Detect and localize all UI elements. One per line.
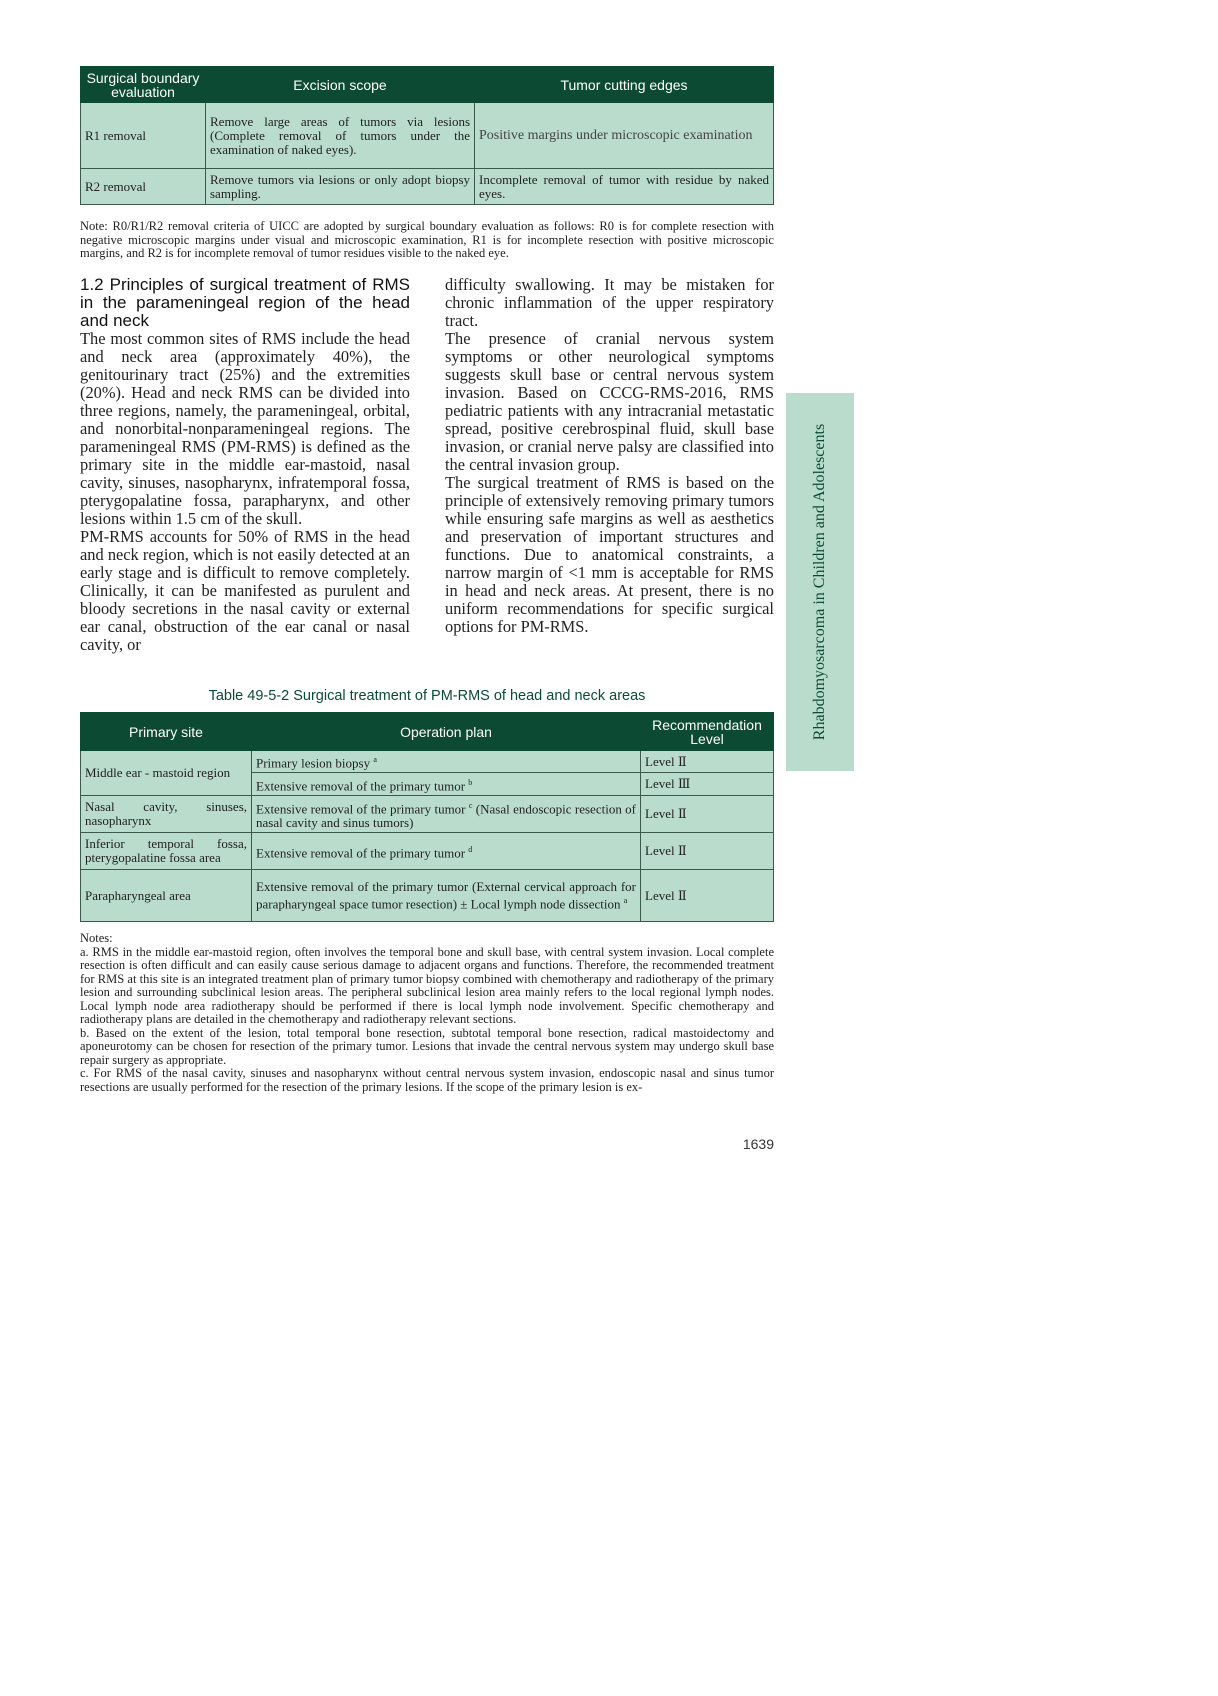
- table-cell: Remove tumors via lesions or only adopt biopsy sampling.: [206, 169, 475, 205]
- footnote-marker: c: [468, 800, 473, 810]
- left-column: [80, 276, 410, 654]
- table-cell: Level Ⅱ: [641, 751, 774, 773]
- table-row: [81, 796, 774, 833]
- table-cell: Remove large areas of tumors via lesions (Complete removal of tumors under the examination of naked eyes).: [206, 103, 475, 169]
- plan-text: Extensive removal of the primary tumor: [256, 777, 466, 793]
- plan-text: Extensive removal of the primary tumor: [256, 800, 466, 816]
- table-cell: Positive margins under microscopic examination: [475, 103, 774, 169]
- note-item: b. Based on the extent of the lesion, total temporal bone resection, subtotal temporal bone resection, radical mastoidectomy and aponeurotomy can be chosen for resection of the primary tumor. Lesions that invade the central nervous system may undergo skull base repair surgery as appropriate.: [80, 1025, 774, 1067]
- table-note: Note: R0/R1/R2 removal criteria of UICC are adopted by surgical boundary evaluation as follows: R0 is for complete resection with negative microscopic margins under visual and microscopic examination, R1 is for incomplete resection with positive microscopic margins, and R2 is for incomplete removal of tumor residues visible to the naked eye.: [80, 219, 774, 260]
- table-cell: [252, 870, 641, 922]
- plan-text: Extensive removal of the primary tumor (External cervical approach for parapharyngeal space tumor resection) ± Local lymph node dissection: [256, 879, 636, 912]
- chapter-title: Rhabdomyosarcoma in Children and Adolescents: [811, 423, 828, 741]
- table-cell: [252, 751, 641, 773]
- footnote-marker: a: [373, 755, 377, 764]
- table-cell: Level Ⅱ: [641, 796, 774, 833]
- table-row: [81, 169, 774, 205]
- paragraph: The surgical treatment of RMS is based on the principle of extensively removing primary tumors while ensuring safe margins as well as aesthetics and preservation of important structures and functions. Due to anatomical constraints, a narrow margin of <1 mm is acceptable for RMS in head and neck areas. At present, there is no uniform recommendations for specific surgical options for PM-RMS.: [445, 473, 774, 636]
- table-header-cell: Surgical boundary evaluation: [81, 67, 206, 103]
- table-cell: R2 removal: [81, 169, 206, 205]
- table-cell: Incomplete removal of tumor with residue by naked eyes.: [475, 169, 774, 205]
- table-cell: [252, 833, 641, 870]
- table-cell: Middle ear - mastoid region: [81, 751, 252, 796]
- footnote-marker: d: [468, 844, 473, 854]
- notes-block: [80, 932, 774, 1094]
- footnote-marker: b: [468, 777, 473, 787]
- paragraph: The presence of cranial nervous system symptoms or other neurological symptoms suggests skull base or central nervous system invasion. Based on CCCG-RMS-2016, RMS pediatric patients with any intracranial metastatic spread, positive cerebrospinal fluid, skull base invasion, or cranial nerve palsy are classified into the central invasion group.: [445, 329, 774, 474]
- table-header-row: [81, 713, 774, 751]
- table-cell: [252, 796, 641, 833]
- chapter-side-tab: [786, 393, 854, 771]
- table-header-cell: Excision scope: [206, 67, 475, 103]
- table-cell: Parapharyngeal area: [81, 870, 252, 922]
- table-header-cell: Operation plan: [252, 713, 641, 751]
- section-heading: 1.2 Principles of surgical treatment of RMS in the parameningeal region of the head and neck: [80, 275, 410, 330]
- table-cell: Level Ⅲ: [641, 773, 774, 796]
- note-item: a. RMS in the middle ear-mastoid region, often involves the temporal bone and skull base, with central system invasion. Local complete resection is often difficult and can easily cause serious damage to adjacent organs and functions. Therefore, the recommended treatment for RMS at this site is an integrated treatment plan of primary tumor biopsy combined with chemotherapy and radiotherapy of the primary lesion and surrounding subclinical lesion areas. The peripheral subclinical lesion area mainly refers to the local regional lymph nodes. Local lymph node area radiotherapy should be performed if there is local lymph node involvement. Specific chemotherapy and radiotherapy plans are detailed in the chemotherapy and radiotherapy relevant sections.: [80, 944, 774, 1026]
- table-header-cell: Tumor cutting edges: [475, 67, 774, 103]
- surgical-boundary-table: [80, 66, 774, 205]
- page-number: 1639: [742, 1136, 774, 1152]
- table-cell: [252, 773, 641, 796]
- left-body: [80, 330, 410, 654]
- plan-text-continued: (Nasal endoscopic resection of nasal cavity and sinus tumors): [256, 800, 636, 830]
- paragraph: difficulty swallowing. It may be mistaken for chronic inflammation of the upper respiratory tract.: [445, 275, 774, 330]
- table-caption: Table 49-5-2 Surgical treatment of PM-RMS of head and neck areas: [208, 688, 646, 704]
- paragraph: The most common sites of RMS include the head and neck area (approximately 40%), the genitourinary tract (25%) and the extremities (20%). Head and neck RMS can be divided into three regions, namely, the parameningeal, orbital, and nonorbital-nonparameningeal regions. The parameningeal RMS (PM-RMS) is defined as the primary site in the middle ear-mastoid, nasal cavity, sinuses, nasopharynx, infratemporal fossa, pterygopalatine fossa, parapharynx, and other lesions within 1.5 cm of the skull.: [80, 329, 410, 528]
- right-column: [445, 276, 774, 636]
- table-row: [81, 833, 774, 870]
- table-header-cell: Recommendation Level: [641, 713, 774, 751]
- table-row: [81, 870, 774, 922]
- paragraph: PM-RMS accounts for 50% of RMS in the head and neck region, which is not easily detected at an early stage and is difficult to remove completely. Clinically, it can be manifested as purulent and bloody secretions in the nasal cavity or external ear canal, obstruction of the ear canal or nasal cavity, or: [80, 527, 410, 654]
- pm-rms-treatment-table: [80, 712, 774, 922]
- footnote-marker: a: [623, 896, 628, 906]
- table-cell: R1 removal: [81, 103, 206, 169]
- plan-text: Primary lesion biopsy: [256, 755, 371, 771]
- notes-title: Notes:: [80, 931, 113, 945]
- table-header-cell: Primary site: [81, 713, 252, 751]
- note-item: c. For RMS of the nasal cavity, sinuses and nasopharynx without central nervous system invasion, endoscopic nasal and sinus tumor resections are usually performed for the resection of the primary lesions. If the scope of the primary lesion is ex-: [80, 1066, 774, 1094]
- table-row: [81, 103, 774, 169]
- plan-text: Extensive removal of the primary tumor: [256, 844, 466, 860]
- table-cell: Level Ⅱ: [641, 870, 774, 922]
- table-row: [81, 751, 774, 773]
- table-cell: Inferior temporal fossa, pterygopalatine fossa area: [81, 833, 252, 870]
- table-header-row: [81, 67, 774, 103]
- table-cell: Level Ⅱ: [641, 833, 774, 870]
- table-cell: Nasal cavity, sinuses, nasopharynx: [81, 796, 252, 833]
